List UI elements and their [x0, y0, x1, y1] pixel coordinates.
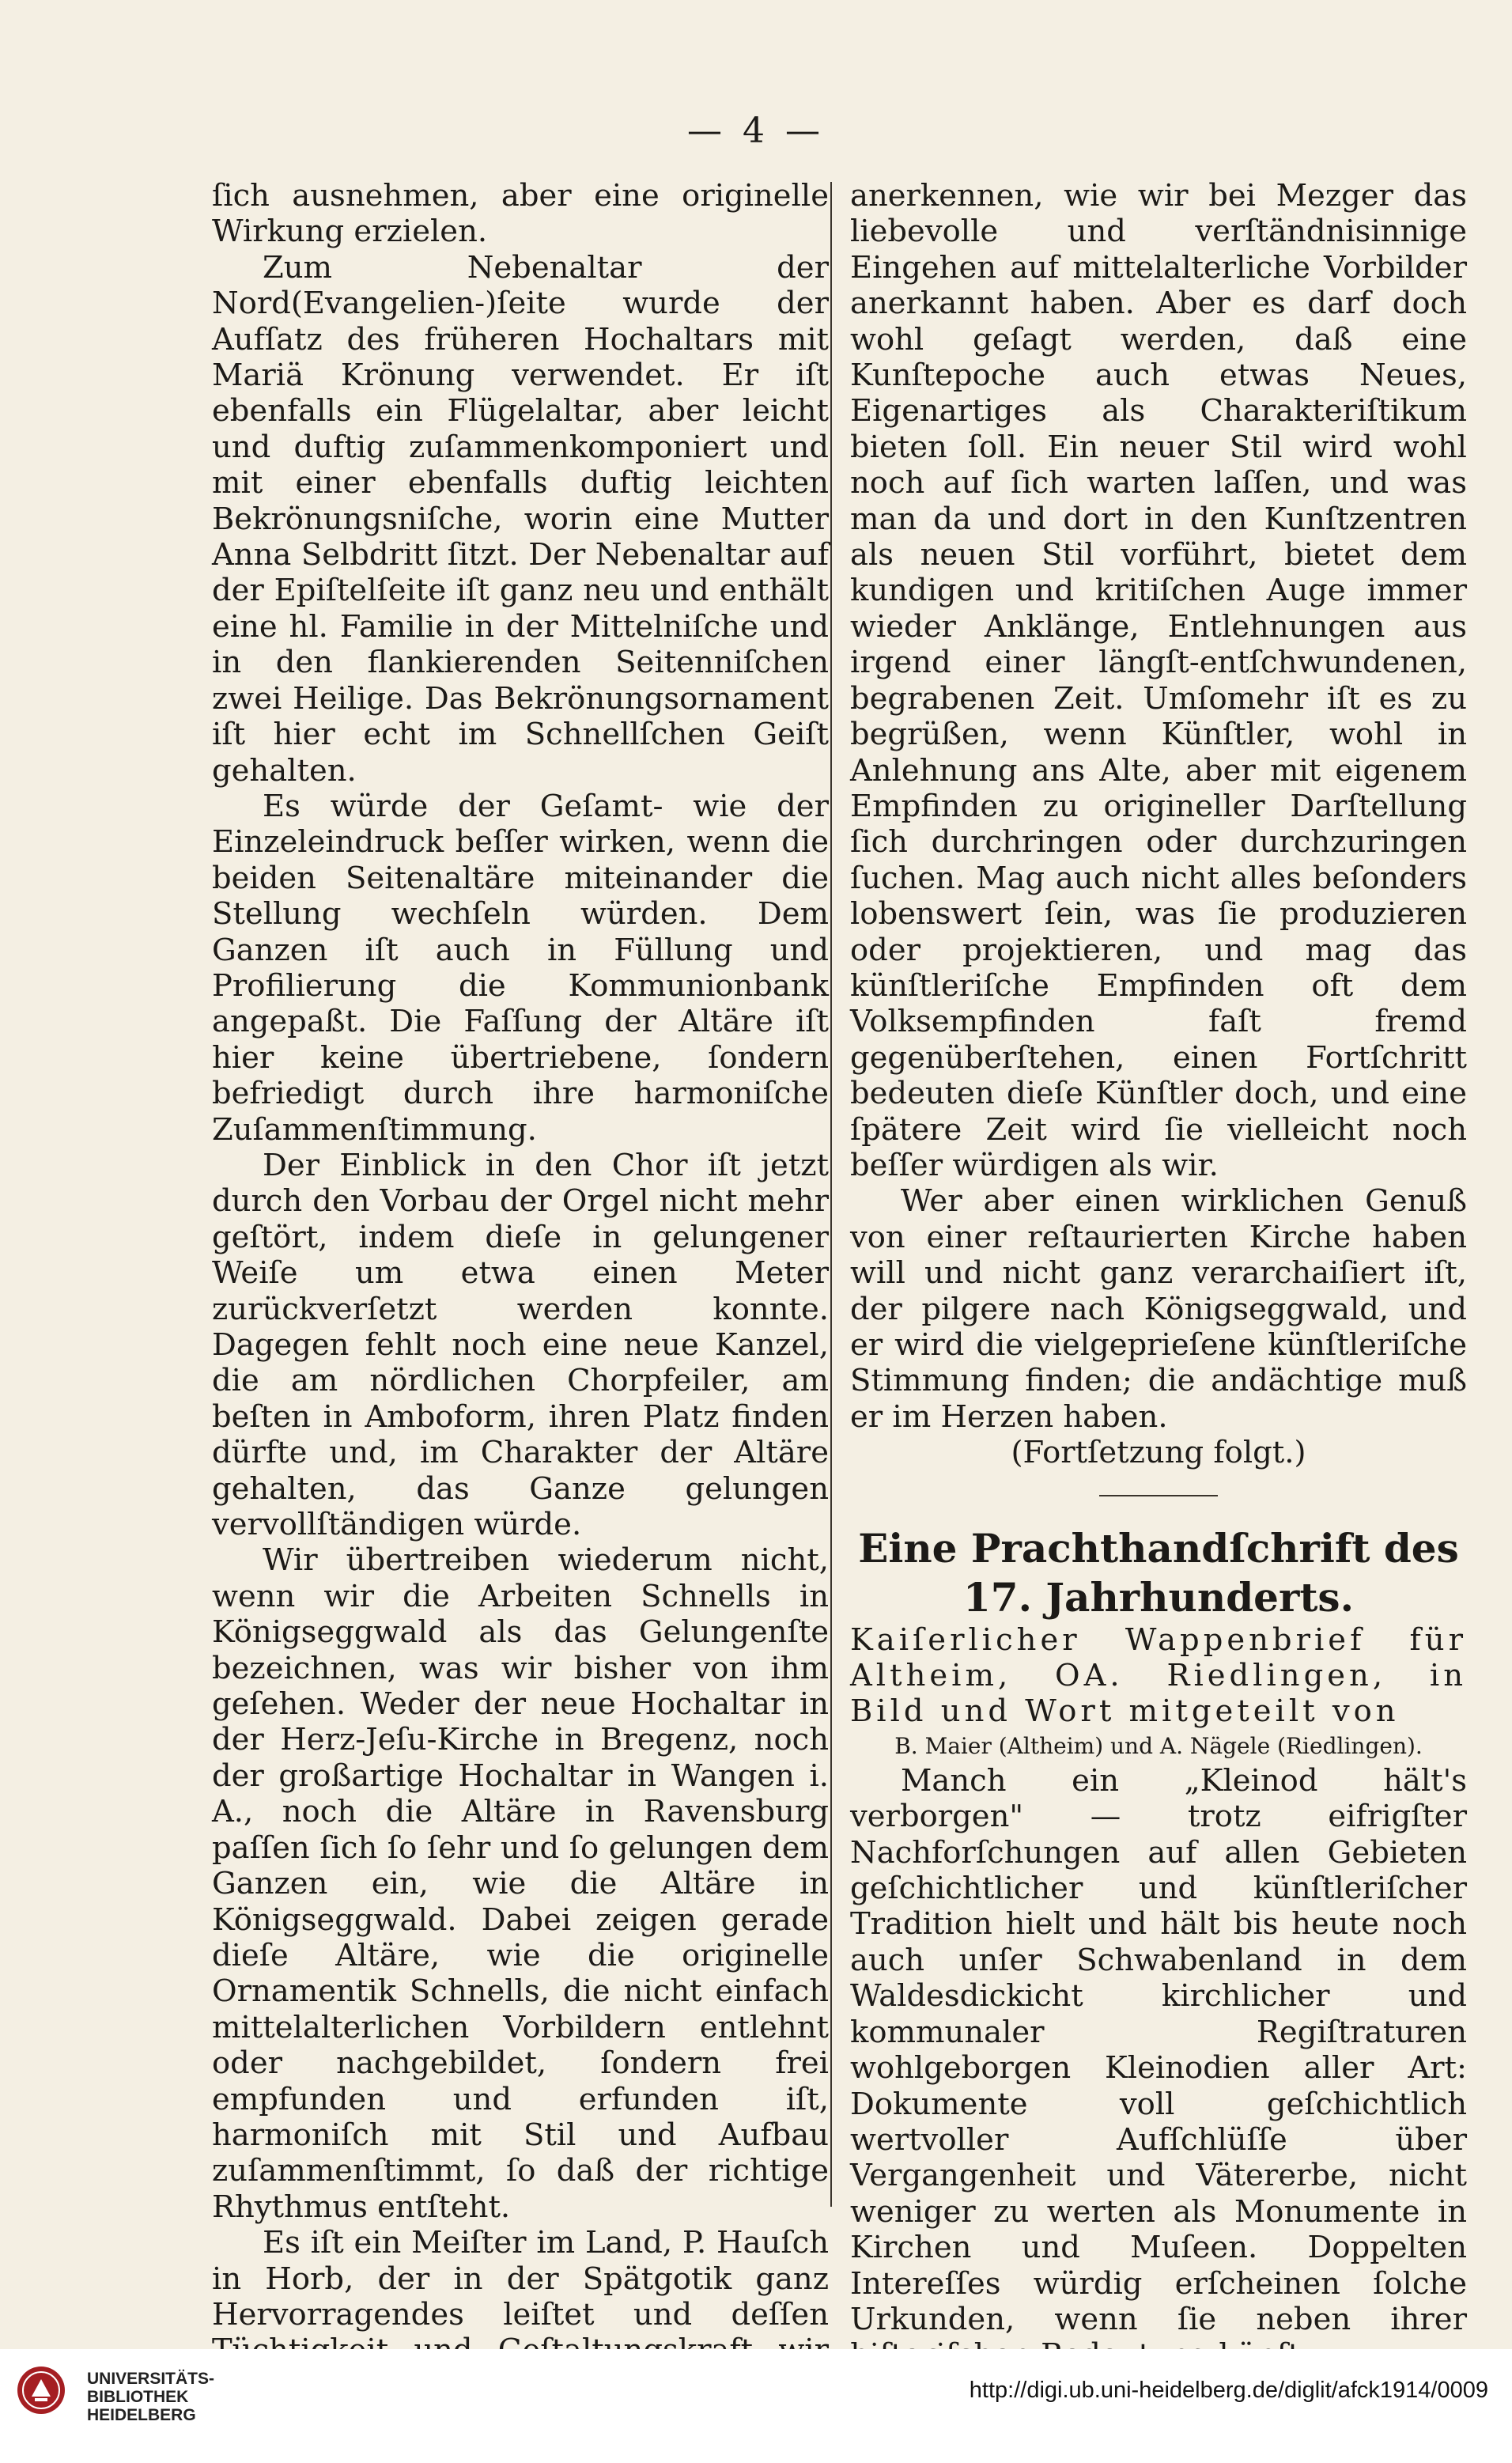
library-name-line: HEIDELBERG: [87, 2406, 196, 2424]
article-title: [850, 1524, 1467, 1622]
paragraph: ſich ausnehmen, aber eine originelle Wirkung erzielen.: [212, 178, 829, 250]
paragraph: anerkennen, wie wir bei Mezger das liebevolle und verſtändnisinnige Eingehen auf mittelalterliche Vorbilder anerkannt haben. Aber es darf doch wohl geſagt werden, daß eine Kunſtepoche auch etwas Neues, Eigenartiges als Charakteriſtikum bieten ſoll. Ein neuer Stil wird wohl noch auf ſich warten laſſen, und was man da und dort in den Kunſtzentren als neuen Stil vorführt, bietet dem kundigen und kritiſchen Auge immer wieder Anklänge, Entlehnungen aus irgend einer längſt-entſchwundenen, begrabenen Zeit. Umſomehr iſt es zu begrüßen, wenn Künſtler, wohl in Anlehnung ans Alte, aber mit eigenem Empfinden zu origineller Darſtellung ſich durchringen oder durchzuringen ſuchen. Mag auch nicht alles beſonders lobenswert ſein, was ſie produzieren oder projektieren, und mag das künſtleriſche Empfinden oft dem Volksempfinden faſt fremd gegenüberſtehen, einen Fortſchritt bedeuten dieſe Künſtler doch, und eine ſpätere Zeit wird ſie vielleicht noch beſſer würdigen als wir.: [850, 178, 1467, 1183]
footer-bar: [0, 2349, 1512, 2463]
paragraph: Manch ein „Kleinod hält's verborgen" — trotz eifrigſter Nachforſchungen auf allen Gebieten geſchichtlicher und künſtleriſcher Tradition hielt und hält bis heute noch auch unſer Schwabenland in dem Waldesdickicht kirchlicher und kommunaler Regiſtraturen wohlgeborgen Kleinodien aller Art: Dokumente voll geſchichtlich wertvoller Aufſchlüſſe über Vergangenheit und Vätererbe, nicht weniger zu werten als Monumente in Kirchen und Muſeen. Doppelten Intereſſes würdig erſcheinen ſolche Urkunden, wenn ſie neben ihrer: [850, 1762, 1467, 2337]
source-url-link[interactable]: http://digi.ub.uni-heidelberg.de/diglit/afck1914/0009: [969, 2378, 1488, 2403]
library-name-line: BIBLIOTHEK: [87, 2388, 189, 2406]
paragraph: Der Einblick in den Chor iſt jetzt durch den Vorbau der Orgel nicht mehr geſtört, indem dieſe in gelungener Weiſe um etwa einen Meter zurückverſetzt werden konnte. Dagegen fehlt noch eine neue Kanzel, die am nördlichen Chorpfeiler, am beſten in Amboform, ihren Platz finden dürfte und, im Charakter der Altäre gehalten, das Ganze gelungen vervollſtändigen würde.: [212, 1147, 829, 1543]
paragraph: Wir übertreiben wiederum nicht, wenn wir die Arbeiten Schnells in Königseggwald als das Gelungenſte bezeichnen, was wir bisher von ihm geſehen. Weder der neue Hochaltar in der Herz-Jeſu-Kirche in Bregenz, noch der großartige Hochaltar in Wangen i. A., noch die Altäre in Ravensburg paſſen ſich ſo ſehr und ſo gelungen dem Ganzen ein, wie die Altäre in Königseggwald. Dabei zeigen gerade dieſe Altäre, wie die originelle Ornamentik Schnells, die nicht einfach mittelalterlichen Vorbildern entlehnt oder nachgebildet, ſondern frei empfunden und erfunden iſt, harmoniſch mit Stil und Aufbau zuſammenſtimmt, ſo daß der richtige Rhythmus entſteht.: [212, 1542, 829, 2225]
right-column: [850, 178, 1467, 2374]
article-byline: Kaiſerlicher Wappenbrief für Altheim, OA. Riedlingen, in Bild und Wort mitgeteilt von: [850, 1621, 1467, 1730]
column-divider: [830, 182, 832, 2207]
article-authors: B. Maier (Altheim) und A. Nägele (Riedlingen).: [894, 1732, 1423, 1759]
article-title-line: Eine Prachthandſchrift des: [858, 1524, 1459, 1572]
left-column: [212, 178, 829, 2404]
paragraph: Zum Nebenaltar der Nord(Evangelien-)ſeite wurde der Aufſatz des früheren Hochaltars mit Mariä Krönung verwendet. Er iſt ebenfalls ein Flügelaltar, aber leicht und duftig zuſammenkomponiert und mit einer ebenfalls duftig leichten Bekrönungsniſche, worin eine Mutter Anna Selbdritt ſitzt. Der Nebenaltar auf der Epiſtelſeite iſt ganz neu und enthält eine hl. Familie in der Mittelniſche und in den flankierenden Seitenniſchen zwei Heilige. Das Bekrönungsornament iſt hier echt im Schnellſchen Geiſt gehalten.: [212, 249, 829, 789]
library-name-line: UNIVERSITÄTS-: [87, 2370, 215, 2388]
paragraph: Es iſt ein Meiſter im Land, P. Hauſch in Horb, der in der Spätgotik ganz Hervorragendes leiſtet und deſſen: [212, 2225, 829, 2332]
paragraph: Wer aber einen wirklichen Genuß von einer reſtaurierten Kirche haben will und nicht ganz verarchaiſiert iſt, der pilgere nach Königseggwald, und er wird die vielgeprieſene künſtleriſche Stimmung finden; die andächtige muß er im Herzen haben.: [850, 1183, 1467, 1435]
page-number: — 4 —: [687, 111, 825, 151]
university-seal-icon: [16, 2365, 66, 2416]
continued-note: (Fortſetzung folgt.): [1011, 1435, 1306, 1471]
article-title-line: 17. Jahrhunderts.: [963, 1573, 1354, 1621]
paragraph: Es würde der Geſamt- wie der Einzeleindruck beſſer wirken, wenn die beiden Seitenaltäre miteinander die Stellung wechſeln würden. Dem Ganzen iſt auch in Füllung und Profilierung die Kommunionbank angepaßt. Die Faſſung der Altäre iſt hier keine übertriebene, ſondern befriedigt durch ihre harmoniſche Zuſammenſtimmung.: [212, 788, 829, 1148]
library-name: [87, 2370, 214, 2424]
section-separator: [1099, 1495, 1218, 1496]
